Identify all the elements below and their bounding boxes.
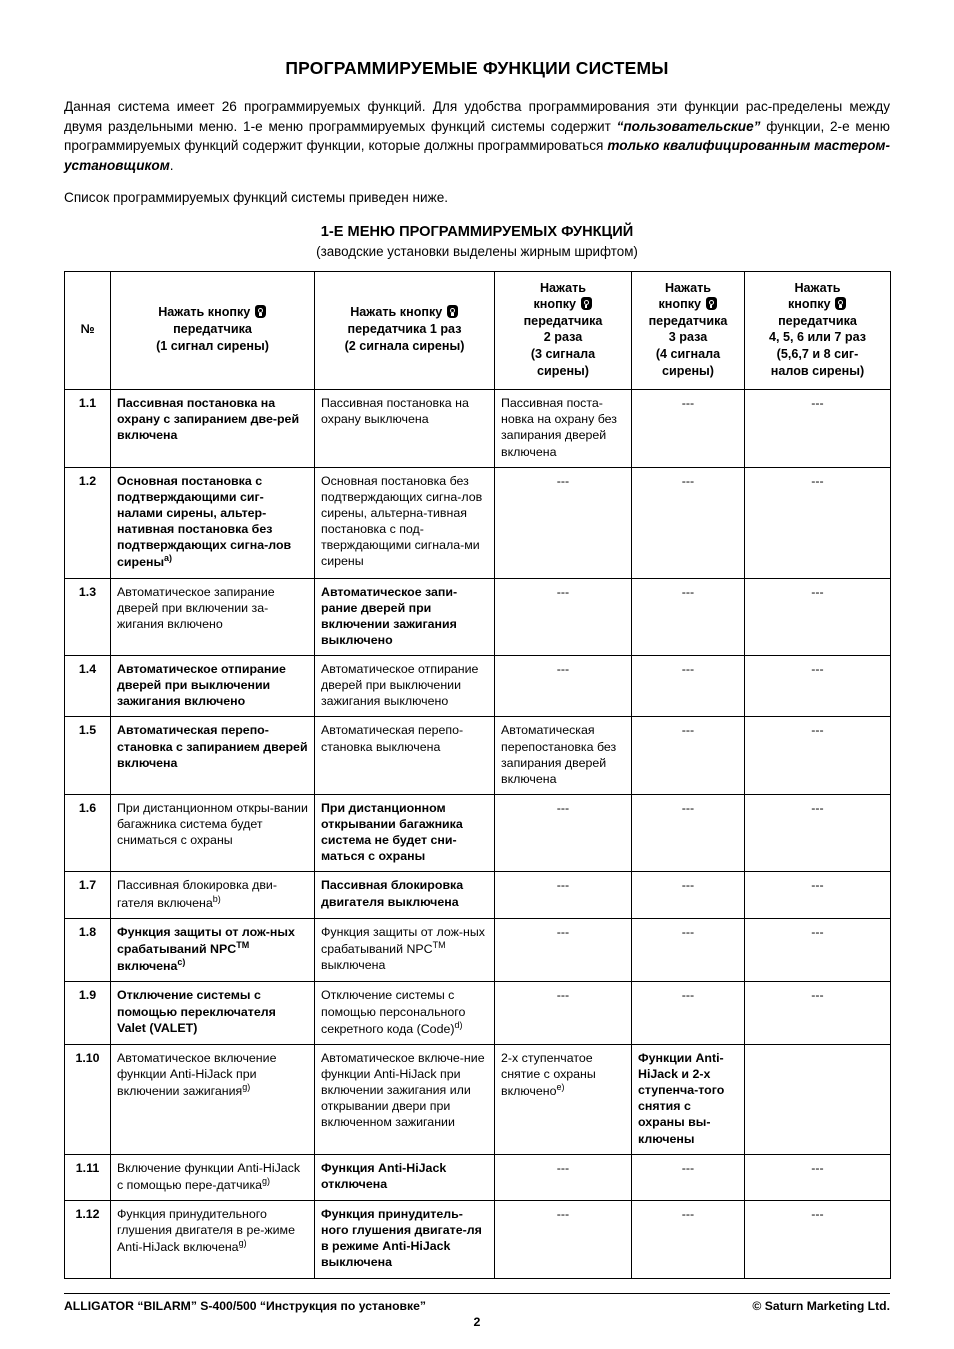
row-option-2: Основная постановка без подтверждающих сигна-лов сирены, альтерна-тивная постановка с под-тверждающими сигнала-ми сирены	[315, 467, 495, 578]
header-col-4-line-6: сирены)	[662, 363, 714, 378]
row-option-5: ---	[745, 794, 891, 872]
table-header	[65, 271, 891, 390]
row-number: 1.8	[65, 918, 111, 982]
page-footer	[64, 1293, 890, 1313]
header-col-5-line-4: 4, 5, 6 или 7 раз	[768, 330, 867, 345]
row-number: 1.5	[65, 717, 111, 795]
intro-paragraph-2: Список программируемых функций системы приведен ниже.	[64, 189, 449, 205]
header-number: №	[65, 271, 111, 390]
table-row	[65, 656, 891, 717]
header-col-3-line-3: передатчика	[523, 313, 603, 328]
row-option-4: ---	[632, 656, 745, 717]
row-option-5: ---	[745, 918, 891, 982]
transmitter-key-icon	[255, 305, 266, 318]
header-col-4-text-2: кнопку	[658, 297, 702, 312]
footnote-marker: d)	[454, 1019, 463, 1030]
row-option-2-tail: выключена	[321, 958, 386, 973]
row-option-1: Автоматическая перепо-становка с запиранием дверей включена	[111, 717, 315, 795]
row-option-3: ---	[495, 918, 632, 982]
row-option-3: ---	[495, 578, 632, 656]
footer-left: ALLIGATOR “BILARM” S-400/500 “Инструкция по установке”	[64, 1298, 426, 1313]
row-option-5: ---	[745, 578, 891, 656]
row-option-4: ---	[632, 1201, 745, 1279]
row-number: 1.6	[65, 794, 111, 872]
row-option-1-text: Автоматическое включение функции Anti-HiJack при включении зажигания	[117, 1050, 277, 1099]
row-option-3-text: 2-х ступенчатое снятие с охраны включено	[501, 1050, 596, 1099]
intro-paragraph	[64, 97, 890, 176]
header-col-5-line-3: передатчика	[778, 313, 857, 328]
row-option-4: ---	[632, 982, 745, 1045]
row-option-3	[495, 1044, 632, 1154]
header-col-4	[632, 271, 745, 390]
intro-text-1: Данная система имеет 26 программируемых функций. Для удобства программирования эти функции рас-пределены между двумя раздельными меню. 1-е меню программируемых функций системы содержит	[64, 99, 890, 134]
row-option-2: Автоматическое запи-рание дверей при включении зажигания выключено	[315, 578, 495, 656]
intro-text-3: .	[169, 158, 174, 174]
row-option-5: ---	[745, 1154, 891, 1200]
programmable-functions-table	[64, 271, 891, 1279]
row-number: 1.2	[65, 467, 111, 578]
table-row	[65, 982, 891, 1045]
row-option-4: ---	[632, 717, 745, 795]
row-option-4: ---	[632, 390, 745, 468]
row-option-3: ---	[495, 1154, 632, 1200]
header-col-1	[111, 271, 315, 390]
row-option-3: ---	[495, 982, 632, 1045]
row-option-1: Автоматическое запирание дверей при включении за-жигания включено	[111, 578, 315, 656]
row-number: 1.1	[65, 390, 111, 468]
row-option-3: Автоматическая перепостановка без запирания дверей включена	[495, 717, 632, 795]
footnote-marker: а)	[164, 553, 173, 564]
row-option-1	[111, 918, 315, 982]
row-number: 1.11	[65, 1154, 111, 1200]
row-option-1: Автоматическое отпирание дверей при выключении зажигания включено	[111, 656, 315, 717]
row-option-5: ---	[745, 390, 891, 468]
intro-text-2: функции, 2-е меню программируемых функций содержит функции, которые должны программироваться	[64, 118, 890, 154]
trademark-marker: TM	[432, 939, 446, 950]
row-option-1: Отключение системы с помощью переключателя Valet (VALET)	[111, 982, 315, 1045]
table-row	[65, 467, 891, 578]
row-option-2: Пассивная блокировка двигателя выключена	[315, 872, 495, 918]
intro-bold-phrase: только квалифицированным мастером-установщиком	[64, 138, 890, 174]
row-option-5: ---	[745, 982, 891, 1045]
table-row	[65, 918, 891, 982]
header-col-1-line-1	[115, 304, 310, 321]
row-option-5: ---	[745, 717, 891, 795]
row-option-3: ---	[495, 872, 632, 918]
header-col-4-line-5: (4 сигнала	[655, 346, 721, 361]
header-col-5-line-1: Нажать	[794, 280, 841, 295]
header-col-2-line-3: (2 сигнала сирены)	[344, 338, 465, 353]
table-body	[65, 390, 891, 1278]
header-col-2	[315, 271, 495, 390]
table-row	[65, 578, 891, 656]
page-title: ПРОГРАММИРУЕМЫЕ ФУНКЦИИ СИСТЕМЫ	[285, 58, 669, 78]
row-option-3: ---	[495, 794, 632, 872]
header-col-5-line-2	[749, 296, 886, 313]
header-col-3-line-2	[499, 296, 627, 313]
row-number: 1.3	[65, 578, 111, 656]
transmitter-key-icon	[706, 297, 717, 310]
row-option-2: Автоматическое включе-ние функции Anti-HiJack при включении зажигания или открывании двери при включенном зажигании	[315, 1044, 495, 1154]
footnote-marker: c)	[177, 957, 186, 968]
table-row	[65, 390, 891, 468]
table-row	[65, 1154, 891, 1200]
transmitter-key-icon	[581, 297, 592, 310]
header-col-4-line-4: 3 раза	[668, 330, 708, 345]
row-option-4: ---	[632, 794, 745, 872]
footnote-marker: e)	[556, 1082, 565, 1093]
row-option-1-text: Включение функции Anti-HiJack с помощью пере-датчика	[117, 1160, 301, 1192]
header-col-2-text-1: Нажать кнопку	[350, 305, 443, 320]
row-option-1: Пассивная постановка на охрану с запиранием две-рей включена	[111, 390, 315, 468]
row-option-3: ---	[495, 1201, 632, 1279]
section-note: (заводские установки выделены жирным шрифтом)	[316, 243, 638, 259]
row-option-4: ---	[632, 872, 745, 918]
row-number: 1.12	[65, 1201, 111, 1279]
intro-quote: “пользовательские”	[616, 118, 761, 134]
row-option-4: ---	[632, 578, 745, 656]
table-row	[65, 717, 891, 795]
transmitter-key-icon	[835, 297, 846, 310]
header-col-3-line-6: сирены)	[537, 363, 589, 378]
row-option-4: ---	[632, 467, 745, 578]
row-option-2-text: Отключение системы с помощью персонального секретного кода (Code)	[321, 988, 466, 1036]
header-col-3-text-2: кнопку	[533, 297, 577, 312]
header-col-3-line-5: (3 сигнала	[530, 346, 596, 361]
row-option-1-text: Функция защиты от лож-ных срабатываний NPC	[117, 924, 295, 957]
row-number: 1.10	[65, 1044, 111, 1154]
row-option-2: Функция принудитель-ного глушения двигате-ля в режиме Anti-HiJack выключена	[315, 1201, 495, 1279]
row-number: 1.7	[65, 872, 111, 918]
table-row	[65, 794, 891, 872]
row-option-4: ---	[632, 918, 745, 982]
row-option-1	[111, 1044, 315, 1154]
row-option-1	[111, 1154, 315, 1200]
footnote-marker: g)	[262, 1175, 271, 1186]
footnote-marker: b)	[212, 893, 221, 904]
footnote-marker: g)	[238, 1238, 247, 1249]
row-option-3: ---	[495, 467, 632, 578]
header-col-2-line-2: передатчика 1 раз	[347, 322, 462, 337]
header-col-5-text-2: кнопку	[787, 297, 831, 312]
row-option-1: При дистанционном откры-вании багажника система будет сниматься с охраны	[111, 794, 315, 872]
section-subtitle: 1-Е МЕНЮ ПРОГРАММИРУЕМЫХ ФУНКЦИЙ	[320, 223, 634, 240]
footer-right: © Saturn Marketing Ltd.	[752, 1298, 890, 1313]
row-option-2	[315, 918, 495, 982]
row-option-2: Функция Anti-HiJack отключена	[315, 1154, 495, 1200]
transmitter-key-icon	[447, 305, 458, 318]
header-col-1-text-1: Нажать кнопку	[158, 305, 251, 320]
row-option-1-text: Основная постановка с подтверждающими сиг-налами сирены, альтер-нативная постановка без подтверждающих сигна-лов сирены	[117, 473, 292, 570]
table-header-row	[65, 271, 891, 390]
footnote-marker: g)	[242, 1082, 251, 1093]
table-row	[65, 872, 891, 918]
table-row	[65, 1201, 891, 1279]
header-col-4-line-2	[636, 296, 740, 313]
row-option-5: ---	[745, 1201, 891, 1279]
header-col-4-line-3: передатчика	[648, 313, 728, 328]
header-col-2-line-1	[319, 304, 490, 321]
row-option-1	[111, 872, 315, 918]
row-option-2: При дистанционном открывании багажника система не будет сни-маться с охраны	[315, 794, 495, 872]
row-option-2: Автоматическое отпирание дверей при выключении зажигания выключено	[315, 656, 495, 717]
row-option-5: ---	[745, 467, 891, 578]
row-option-5: ---	[745, 656, 891, 717]
header-col-3	[495, 271, 632, 390]
row-option-2-text: Функция защиты от лож-ных срабатываний NPC	[321, 924, 485, 957]
row-option-3: Пассивная поста-новка на охрану без запирания дверей включена	[495, 390, 632, 468]
row-option-5: ---	[745, 872, 891, 918]
row-option-2: Пассивная постановка на охрану выключена	[315, 390, 495, 468]
header-col-5	[745, 271, 891, 390]
row-option-1	[111, 1201, 315, 1279]
header-col-5-line-6: налов сирены)	[770, 363, 865, 378]
header-col-1-line-3: (1 сигнал сирены)	[156, 338, 269, 353]
row-option-2: Автоматическая перепо-становка выключена	[315, 717, 495, 795]
header-col-3-line-4: 2 раза	[543, 330, 583, 345]
row-number: 1.9	[65, 982, 111, 1045]
row-option-1-tail: включена	[117, 959, 178, 974]
header-col-1-line-2: передатчика	[173, 322, 252, 337]
row-option-3: ---	[495, 656, 632, 717]
table-row	[65, 1044, 891, 1154]
header-col-5-line-5: (5,6,7 и 8 сиг-	[776, 346, 859, 361]
row-option-1-text: Пассивная блокировка дви-гателя включена	[117, 878, 277, 910]
row-option-4: ---	[632, 1154, 745, 1200]
row-option-1-text: Функция принудительного глушения двигателя в ре-жиме Anti-HiJack включена	[117, 1207, 295, 1255]
row-option-2	[315, 982, 495, 1045]
row-option-1	[111, 467, 315, 578]
header-col-4-line-1: Нажать	[664, 280, 712, 295]
row-option-5	[745, 1044, 891, 1154]
page-number: 2	[473, 1314, 481, 1329]
row-option-4: Функции Anti-HiJack и 2-х ступенча-того снятия с охраны вы-ключены	[632, 1044, 745, 1154]
row-number: 1.4	[65, 656, 111, 717]
trademark-marker: TM	[236, 939, 250, 950]
header-col-3-line-1: Нажать	[539, 280, 587, 295]
